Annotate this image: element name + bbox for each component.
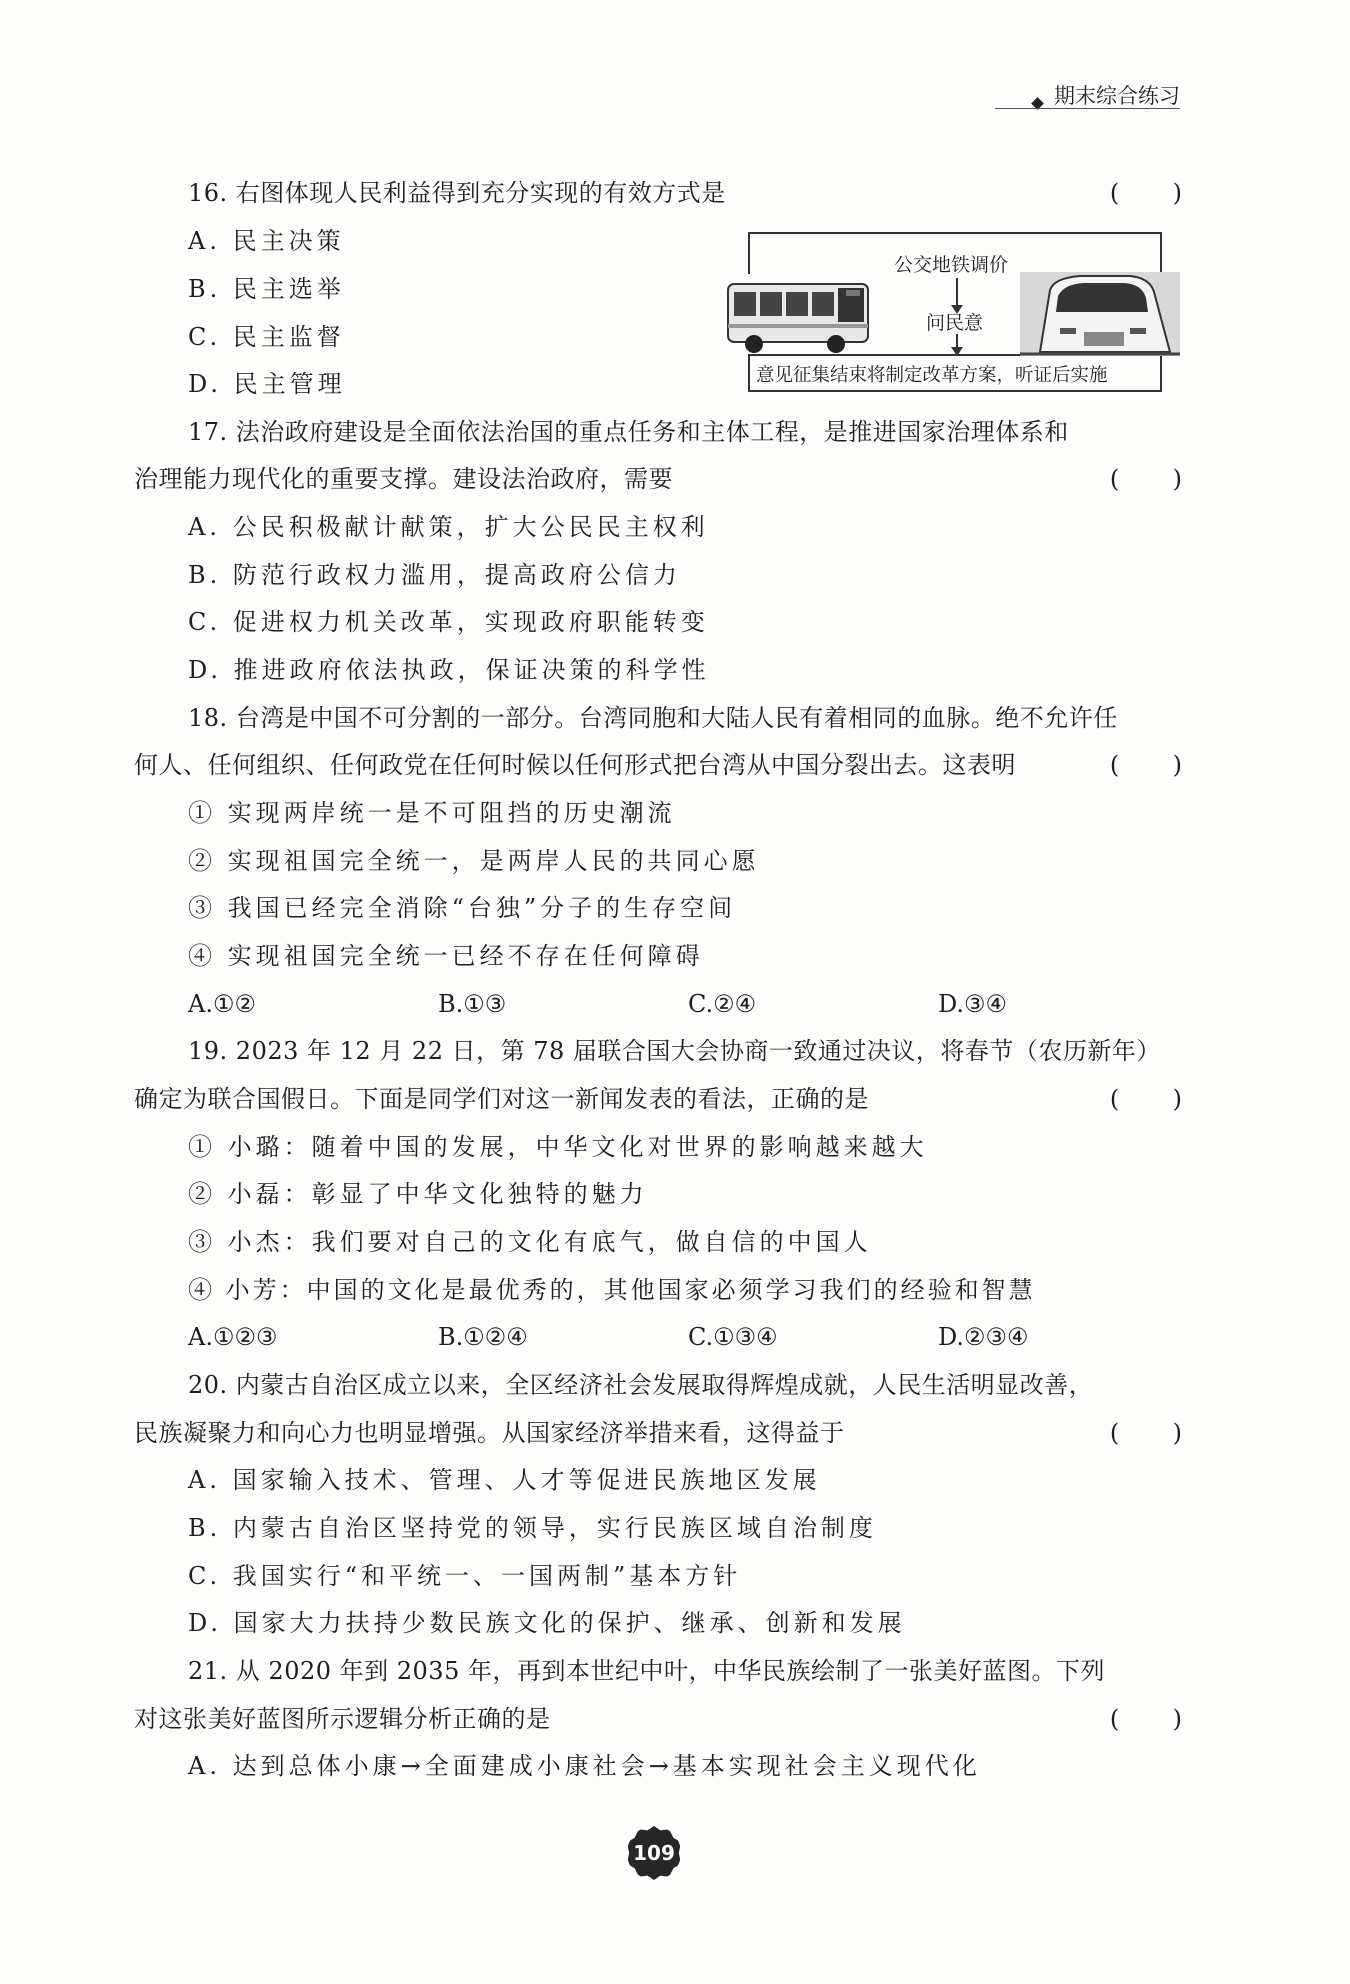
figure-top-text: 公交地铁调价 (894, 254, 1009, 276)
q18-choice-c: C.②④ (688, 990, 757, 1018)
q16-figure (724, 232, 1180, 400)
q19-stem-line1: 19. 2023 年 12 月 22 日，第 78 届联合国大会协商一致通过决议，将春节（农历新年） (188, 1037, 1161, 1065)
q18-statement-1: ① 实现两岸统一是不可阻挡的历史潮流 (188, 799, 676, 827)
q19-choice-d: D.②③④ (938, 1323, 1029, 1351)
q17-option-b: B. 防范行政权力滥用，提高政府公信力 (188, 561, 681, 589)
q18-choice-d: D.③④ (938, 990, 1008, 1018)
page-header (1033, 80, 1180, 110)
q21-stem-line2: 对这张美好蓝图所示逻辑分析正确的是 (134, 1705, 551, 1733)
q16-answer-bracket: ( ) (1109, 179, 1182, 207)
q19-statement-3: ③ 小杰：我们要对自己的文化有底气，做自信的中国人 (188, 1228, 872, 1256)
q16-stem: 16. 右图体现人民利益得到充分实现的有效方式是 (188, 179, 726, 207)
q19-statement-1: ① 小璐：随着中国的发展，中华文化对世界的影响越来越大 (188, 1133, 928, 1161)
q18-statement-4: ④ 实现祖国完全统一已经不存在任何障碍 (188, 942, 704, 970)
q17-option-a: A. 公民积极献计献策，扩大公民民主权利 (188, 513, 709, 541)
q17-stem-line2: 治理能力现代化的重要支撑。建设法治政府，需要 (134, 465, 673, 493)
q20-stem-line1: 20. 内蒙古自治区成立以来，全区经济社会发展取得辉煌成就，人民生活明显改善， (188, 1371, 1094, 1399)
q20-option-a: A. 国家输入技术、管理、人才等促进民族地区发展 (188, 1466, 821, 1494)
q17-stem-line1: 17. 法治政府建设是全面依法治国的重点任务和主体工程，是推进国家治理体系和 (188, 418, 1069, 446)
q17-option-d: D. 推进政府依法执政，保证决策的科学性 (188, 656, 710, 684)
header-rule (995, 108, 1180, 109)
header-title: 期末综合练习 (1054, 84, 1180, 108)
q21-stem-line1: 21. 从 2020 年到 2035 年，再到本世纪中叶，中华民族绘制了一张美好蓝图。下列 (188, 1657, 1105, 1685)
bus-icon (724, 278, 874, 356)
q16-option-a: A. 民主决策 (188, 227, 345, 255)
q21-option-a: A. 达到总体小康→全面建成小康社会→基本实现社会主义现代化 (188, 1752, 981, 1780)
q18-answer-bracket: ( ) (1109, 751, 1182, 779)
figure-bottom-text: 意见征集结束将制定改革方案，听证后实施 (756, 365, 1108, 386)
q17-option-c: C. 促进权力机关改革，实现政府职能转变 (188, 608, 709, 636)
q20-answer-bracket: ( ) (1109, 1419, 1182, 1447)
page-number-badge (627, 1826, 681, 1880)
q19-choice-c: C.①③④ (688, 1323, 778, 1351)
arrow-down-icon (956, 278, 958, 306)
q19-statement-2: ② 小磊：彰显了中华文化独特的魅力 (188, 1180, 648, 1208)
q17-answer-bracket: ( ) (1109, 465, 1182, 493)
q18-stem-line1: 18. 台湾是中国不可分割的一部分。台湾同胞和大陆人民有着相同的血脉。绝不允许任 (188, 704, 1118, 732)
q18-choice-a: A.①② (188, 990, 256, 1018)
q18-statement-2: ② 实现祖国完全统一，是两岸人民的共同心愿 (188, 847, 760, 875)
q18-choice-b: B.①③ (438, 990, 507, 1018)
q21-answer-bracket: ( ) (1109, 1705, 1182, 1733)
q19-statement-4: ④ 小芳：中国的文化是最优秀的，其他国家必须学习我们的经验和智慧 (188, 1276, 1036, 1304)
q19-choice-b: B.①②④ (438, 1323, 528, 1351)
q19-stem-line2: 确定为联合国假日。下面是同学们对这一新闻发表的看法，正确的是 (134, 1085, 869, 1113)
q19-answer-bracket: ( ) (1109, 1085, 1182, 1113)
page-number: 109 (633, 1841, 675, 1865)
figure-middle-text: 问民意 (926, 312, 984, 334)
q16-option-b: B. 民主选举 (188, 275, 345, 303)
q20-option-d: D. 国家大力扶持少数民族文化的保护、继承、创新和发展 (188, 1609, 906, 1637)
q19-choice-a: A.①②③ (188, 1323, 278, 1351)
q20-option-b: B. 内蒙古自治区坚持党的领导，实行民族区域自治制度 (188, 1514, 877, 1542)
q18-stem-line2: 何人、任何组织、任何政党在任何时候以任何形式把台湾从中国分裂出去。这表明 (134, 751, 1016, 779)
arrow-down-icon (956, 334, 958, 348)
subway-train-icon (1020, 272, 1180, 356)
q18-choices (188, 989, 1188, 1019)
q20-stem-line2: 民族凝聚力和向心力也明显增强。从国家经济举措来看，这得益于 (134, 1419, 845, 1447)
q16-option-c: C. 民主监督 (188, 323, 345, 351)
q20-option-c: C. 我国实行“和平统一、一国两制”基本方针 (188, 1562, 742, 1590)
q19-choices (188, 1322, 1188, 1352)
q18-statement-3: ③ 我国已经完全消除“台独”分子的生存空间 (188, 894, 737, 922)
q16-option-d: D. 民主管理 (188, 370, 346, 398)
